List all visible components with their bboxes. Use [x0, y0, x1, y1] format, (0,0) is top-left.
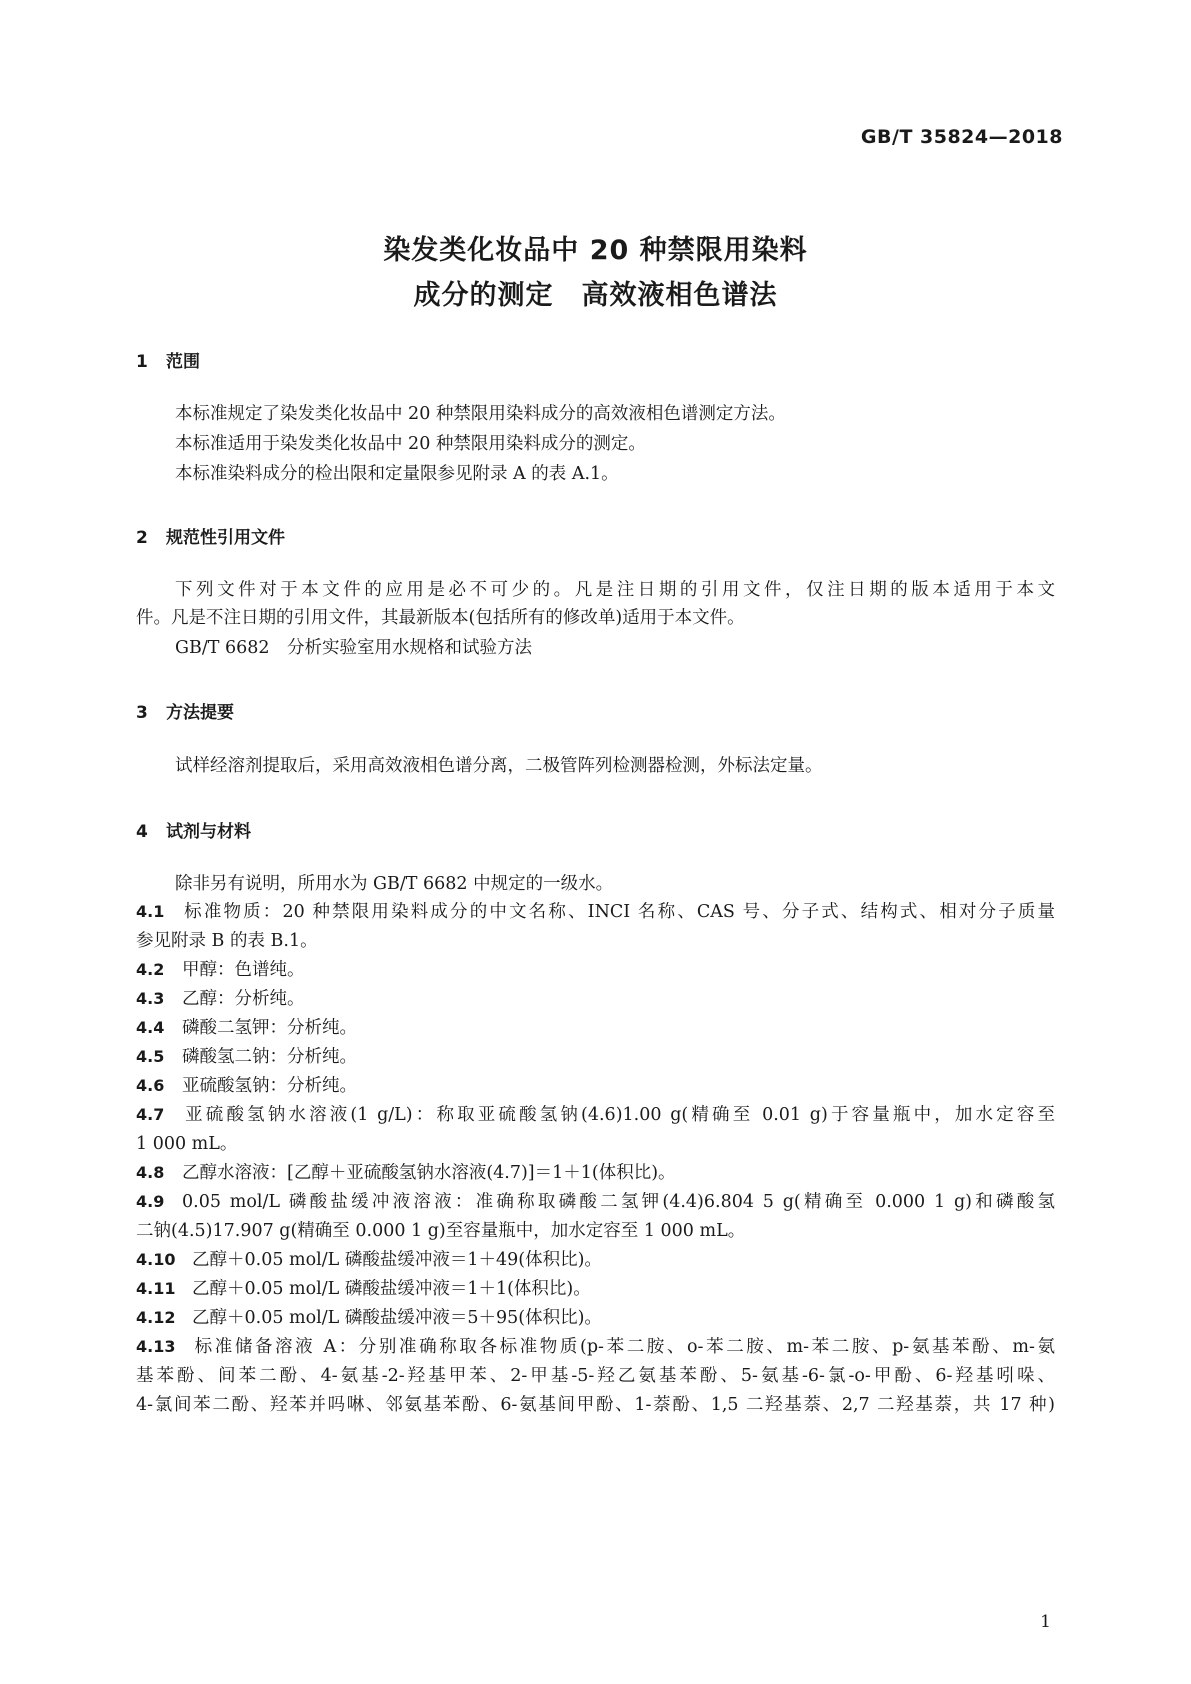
clause-text: 亚硫酸氢钠水溶液(1 g/L)：称取亚硫酸氢钠(4.6)1.00 g(精确至 0.01 g)于容量瓶中，加水定容至: [182, 1105, 1055, 1125]
paragraph: 下列文件对于本文件的应用是必不可少的。凡是注日期的引用文件，仅注日期的版本适用于本文: [175, 580, 1055, 600]
reference-item: GB/T 6682 分析实验室用水规格和试验方法: [175, 638, 533, 658]
clause-number: 4.8: [136, 1163, 165, 1182]
section-title: 范围: [166, 352, 200, 372]
clause-4-7: [136, 1107, 1055, 1125]
clause-4-10: [136, 1252, 602, 1270]
clause-number: 4.1: [136, 902, 165, 921]
document-title-line-2: 成分的测定 高效液相色谱法: [413, 280, 778, 311]
section-title: 试剂与材料: [166, 822, 251, 842]
clause-4-11: [136, 1281, 591, 1299]
clause-4-6: [136, 1078, 357, 1096]
clause-4-1: [136, 904, 1055, 922]
document-title-line-1: 染发类化妆品中 20 种禁限用染料: [383, 235, 808, 266]
section-title: 方法提要: [166, 703, 234, 723]
clause-text: 磷酸氢二钠：分析纯。: [182, 1047, 357, 1067]
clause-number: 4.10: [136, 1250, 176, 1269]
clause-number: 4.4: [136, 1018, 165, 1037]
clause-4-13: [136, 1339, 1055, 1357]
section-heading-scope: [136, 347, 200, 372]
section-number: 2: [136, 528, 148, 548]
clause-text: 甲醇：色谱纯。: [182, 960, 305, 980]
clause-4-12: [136, 1310, 602, 1328]
paragraph: 件。凡是不注日期的引用文件，其最新版本(包括所有的修改单)适用于本文件。: [136, 608, 745, 628]
clause-4-3: [136, 991, 305, 1009]
clause-text: 乙醇＋0.05 mol/L 磷酸盐缓冲液＝5＋95(体积比)。: [192, 1308, 602, 1328]
section-number: 3: [136, 703, 148, 723]
paragraph: 本标准适用于染发类化妆品中 20 种禁限用染料成分的测定。: [175, 434, 646, 454]
clause-number: 4.3: [136, 989, 165, 1008]
paragraph: 本标准染料成分的检出限和定量限参见附录 A 的表 A.1。: [175, 464, 619, 484]
clause-text: 乙醇＋0.05 mol/L 磷酸盐缓冲液＝1＋1(体积比)。: [192, 1279, 591, 1299]
paragraph: 除非另有说明，所用水为 GB/T 6682 中规定的一级水。: [175, 874, 614, 894]
clause-number: 4.2: [136, 960, 165, 979]
clause-number: 4.12: [136, 1308, 176, 1327]
paragraph: 试样经溶剂提取后，采用高效液相色谱分离，二极管阵列检测器检测，外标法定量。: [175, 756, 823, 776]
page-number: 1: [1040, 1612, 1051, 1632]
clause-number: 4.6: [136, 1076, 165, 1095]
clause-continuation: 基苯酚、间苯二酚、4-氨基-2-羟基甲苯、2-甲基-5-羟乙氨基苯酚、5-氨基-6-氯-o-甲酚、6-羟基吲哚、: [136, 1366, 1055, 1386]
clause-text: 0.05 mol/L 磷酸盐缓冲液溶液：准确称取磷酸二氢钾(4.4)6.804 5 g(精确至 0.000 1 g)和磷酸氢: [182, 1192, 1055, 1212]
clause-continuation: 二钠(4.5)17.907 g(精确至 0.000 1 g)至容量瓶中，加水定容至 1 000 mL。: [136, 1221, 746, 1241]
clause-number: 4.7: [136, 1105, 165, 1124]
clause-number: 4.9: [136, 1192, 165, 1211]
clause-number: 4.5: [136, 1047, 165, 1066]
clause-text: 乙醇水溶液：[乙醇＋亚硫酸氢钠水溶液(4.7)]＝1＋1(体积比)。: [182, 1163, 676, 1183]
clause-4-9: [136, 1194, 1055, 1212]
clause-text: 亚硫酸氢钠：分析纯。: [182, 1076, 357, 1096]
section-heading-normative-references: [136, 523, 285, 548]
clause-continuation: 1 000 mL。: [136, 1134, 238, 1154]
clause-4-4: [136, 1020, 357, 1038]
clause-4-2: [136, 962, 305, 980]
clause-text: 乙醇：分析纯。: [182, 989, 305, 1009]
clause-text: 标准物质：20 种禁限用染料成分的中文名称、INCI 名称、CAS 号、分子式、结构式、相对分子质量: [182, 902, 1055, 922]
section-title: 规范性引用文件: [166, 528, 285, 548]
clause-number: 4.11: [136, 1279, 176, 1298]
standard-code: GB/T 35824—2018: [860, 126, 1063, 148]
clause-number: 4.13: [136, 1337, 176, 1356]
clause-text: 标准储备溶液 A：分别准确称取各标准物质(p-苯二胺、o-苯二胺、m-苯二胺、p-氨基苯酚、m-氨: [192, 1337, 1055, 1357]
clause-continuation: 4-氯间苯二酚、羟苯并吗啉、邻氨基苯酚、6-氨基间甲酚、1-萘酚、1,5 二羟基萘、2,7 二羟基萘，共 17 种): [136, 1395, 1055, 1415]
clause-4-8: [136, 1165, 676, 1183]
clause-text: 乙醇＋0.05 mol/L 磷酸盐缓冲液＝1＋49(体积比)。: [192, 1250, 602, 1270]
section-heading-reagents: [136, 817, 251, 842]
paragraph: 本标准规定了染发类化妆品中 20 种禁限用染料成分的高效液相色谱测定方法。: [175, 404, 786, 424]
section-heading-method-summary: [136, 698, 234, 723]
clause-4-5: [136, 1049, 357, 1067]
clause-text: 磷酸二氢钾：分析纯。: [182, 1018, 357, 1038]
section-number: 4: [136, 822, 148, 842]
clause-continuation: 参见附录 B 的表 B.1。: [136, 931, 318, 951]
section-number: 1: [136, 352, 148, 372]
